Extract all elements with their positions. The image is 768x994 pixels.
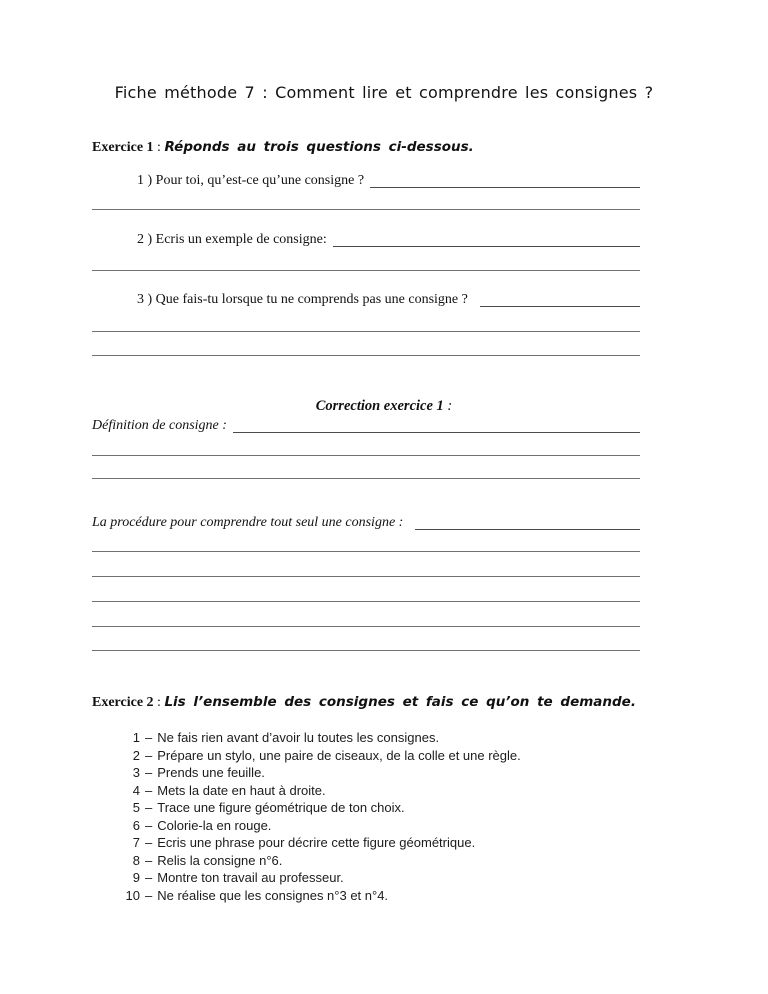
definition-row <box>92 416 640 435</box>
question-1-text: 1 ) Pour toi, qu’est-ce qu’une consigne ? <box>137 173 365 188</box>
item-number: 8 <box>132 852 140 868</box>
exercise1-heading <box>92 139 668 156</box>
item-dash: – <box>145 782 153 798</box>
question-row-2 <box>137 230 640 249</box>
item-text: Ecris une phrase pour décrire cette figure géométrique. <box>157 835 476 850</box>
question-row-3 <box>137 290 640 309</box>
list-item <box>106 729 668 747</box>
ruled-line <box>92 270 640 271</box>
exercise1-instruction: Réponds au trois questions ci-dessous. <box>164 139 474 155</box>
item-text: Prends une feuille. <box>157 765 265 780</box>
correction-heading-suffix: : <box>443 398 453 414</box>
item-dash: – <box>145 835 153 850</box>
list-item <box>106 887 668 905</box>
correction-heading-text: Correction exercice 1 <box>315 398 444 414</box>
answer-line <box>233 416 640 433</box>
item-text: Colorie-la en rouge. <box>157 817 272 833</box>
correction-heading <box>0 398 768 415</box>
item-dash: – <box>145 730 153 745</box>
item-text: Mets la date en haut à droite. <box>157 782 326 798</box>
item-text: Ne fais rien avant d’avoir lu toutes les consignes. <box>157 730 440 745</box>
exercise1-separator: : <box>153 140 165 155</box>
question-2-text: 2 ) Ecris un exemple de consigne: <box>137 232 327 247</box>
ruled-line <box>92 455 640 456</box>
answer-line <box>370 171 640 188</box>
list-item <box>106 782 668 800</box>
item-number: 3 <box>132 765 140 780</box>
ruled-line <box>92 355 640 356</box>
item-number: 7 <box>132 835 140 850</box>
item-number: 9 <box>132 870 140 885</box>
list-item <box>106 764 668 782</box>
exercise2-instruction: Lis l’ensemble des consignes et fais ce qu’on te demande. <box>164 694 636 710</box>
ruled-line <box>92 626 640 627</box>
answer-line <box>415 513 640 530</box>
procedure-label: La procédure pour comprendre tout seul une consigne : <box>92 515 404 530</box>
item-number: 5 <box>132 800 140 815</box>
exercise2-label: Exercice 2 <box>92 695 154 710</box>
item-dash: – <box>145 817 153 833</box>
item-number: 6 <box>132 817 140 833</box>
answer-line <box>480 290 640 307</box>
ruled-line <box>92 478 640 479</box>
ruled-line <box>92 551 640 552</box>
ruled-line <box>92 601 640 602</box>
question-row-1 <box>137 171 640 190</box>
list-item <box>106 852 668 870</box>
item-text: Relis la consigne n°6. <box>157 852 283 868</box>
item-text: Prépare un stylo, une paire de ciseaux, de la colle et une règle. <box>157 747 521 763</box>
ruled-line <box>92 331 640 332</box>
item-dash: – <box>145 870 153 885</box>
list-item <box>106 799 668 817</box>
item-dash: – <box>145 852 153 868</box>
definition-label: Définition de consigne : <box>92 418 227 433</box>
item-number: 1 <box>132 730 140 745</box>
item-dash: – <box>145 765 153 780</box>
ruled-line <box>92 576 640 577</box>
item-dash: – <box>145 887 153 903</box>
list-item <box>106 869 668 887</box>
item-text: Montre ton travail au professeur. <box>157 870 344 885</box>
ruled-line <box>92 650 640 651</box>
exercise2-heading <box>92 694 668 711</box>
item-number: 10 <box>125 887 140 903</box>
item-number: 2 <box>132 747 140 763</box>
exercise1-label: Exercice 1 <box>92 140 154 155</box>
page-title: Fiche méthode 7 : Comment lire et comprendre les consignes ? <box>114 83 654 102</box>
ruled-line <box>92 209 640 210</box>
item-text: Ne réalise que les consignes n°3 et n°4. <box>157 887 389 903</box>
exercise2-separator: : <box>153 695 165 710</box>
list-item <box>106 834 668 852</box>
instruction-list <box>106 729 668 904</box>
procedure-row <box>92 513 640 532</box>
item-dash: – <box>145 800 153 815</box>
list-item <box>106 817 668 835</box>
item-dash: – <box>145 747 153 763</box>
item-number: 4 <box>132 782 140 798</box>
item-text: Trace une figure géométrique de ton choix. <box>157 800 405 815</box>
list-item <box>106 747 668 765</box>
question-3-text: 3 ) Que fais-tu lorsque tu ne comprends pas une consigne ? <box>137 292 468 307</box>
answer-line <box>333 230 640 247</box>
